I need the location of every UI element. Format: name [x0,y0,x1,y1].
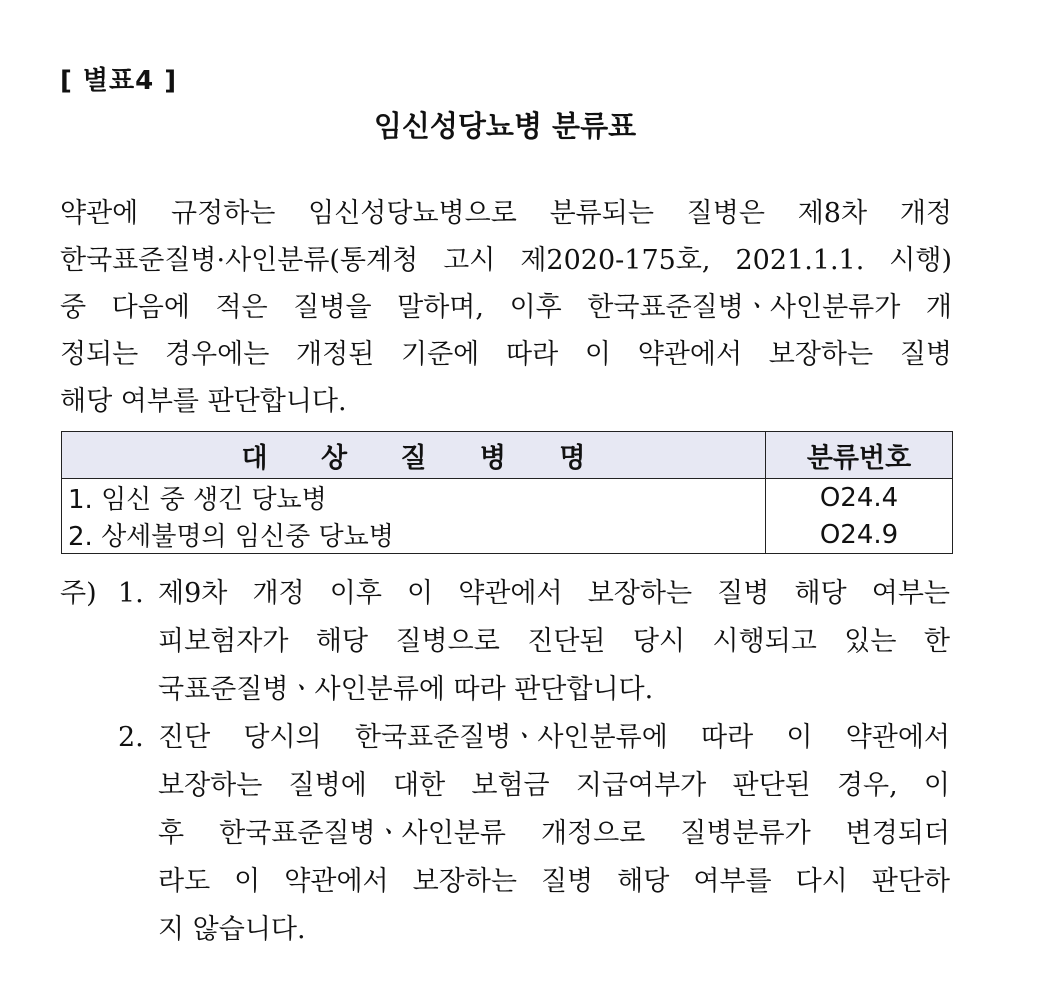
notes-prefix: 주) [60,578,97,609]
note-text [158,714,950,954]
appendix-label: [ 별표4 ] [60,66,178,96]
intro-line: 해당 여부를 판단합니다. [60,386,347,417]
table-header-row [62,432,953,479]
column-header-classification-code: 분류번호 [766,432,953,479]
intro-line: 정되는 경우에는 개정된 기준에 따라 이 약관에서 보장하는 질병 [60,339,952,370]
note-line: 라도 이 약관에서 보장하는 질병 해당 여부를 다시 판단하 [158,866,950,897]
note-line: 피보험자가 해당 질병으로 진단된 당시 시행되고 있는 한 [158,626,950,657]
note-line: 지 않습니다. [158,914,306,945]
classification-code-cell: O24.4 [766,479,953,517]
note-line: 제9차 개정 이후 이 약관에서 보장하는 질병 해당 여부는 [158,578,950,609]
intro-line: 한국표준질병·사인분류(통계청 고시 제2020-175호, 2021.1.1. 시행) [60,245,952,276]
intro-paragraph [60,190,952,425]
table-row [62,479,953,517]
note-line: 후 한국표준질병ㆍ사인분류 개정으로 질병분류가 변경되더 [158,818,950,849]
note-line: 진단 당시의 한국표준질병ㆍ사인분류에 따라 이 약관에서 [158,722,950,753]
classification-code-cell: O24.9 [766,516,953,554]
note-line: 국표준질병ㆍ사인분류에 따라 판단합니다. [158,674,654,705]
note-number: 1. [118,578,144,609]
note-text [158,570,950,714]
disease-name-cell: 2. 상세불명의 임신중 당뇨병 [62,516,766,554]
disease-name-cell: 1. 임신 중 생긴 당뇨병 [62,479,766,517]
disease-classification-table [61,431,953,554]
note-line: 보장하는 질병에 대한 보험금 지급여부가 판단된 경우, 이 [158,770,950,801]
note-number: 2. [118,722,144,753]
column-header-disease-name: 대 상 질 병 명 [62,432,766,479]
table-row [62,516,953,554]
document-title: 임신성당뇨병 분류표 [373,109,637,143]
intro-line: 중 다음에 적은 질병을 말하며, 이후 한국표준질병ㆍ사인분류가 개 [60,292,952,323]
intro-line: 약관에 규정하는 임신성당뇨병으로 분류되는 질병은 제8차 개정 [60,198,952,229]
